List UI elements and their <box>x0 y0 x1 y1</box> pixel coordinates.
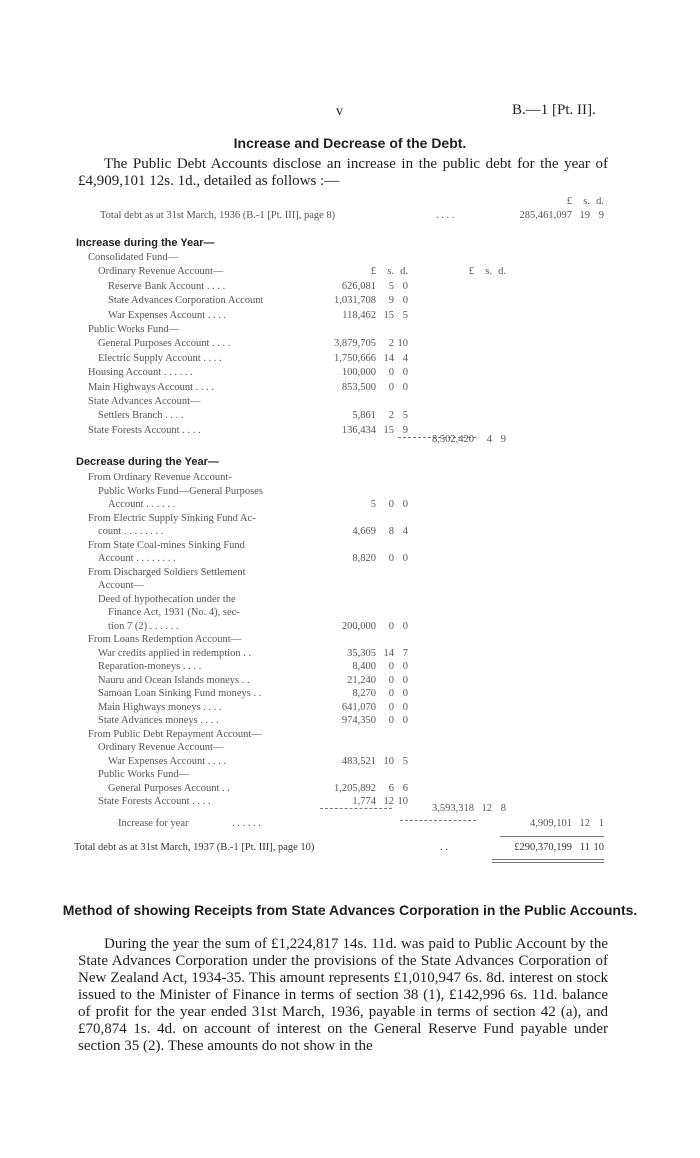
decrease-row-label: From Public Debt Repayment Account— <box>88 728 262 740</box>
decrease-row-c1: 8,270 <box>352 688 376 699</box>
decrease-row-c1s: 0 <box>388 661 394 672</box>
decrease-row-c1d: 0 <box>402 715 408 726</box>
opening-total-label: Total debt as at 31st March, 1936 (B.-1 [Pt. III], page 8) <box>100 210 336 221</box>
page-number: v <box>336 104 343 119</box>
decrease-row <box>0 769 700 783</box>
pence-header: d. <box>596 196 604 207</box>
decrease-row-label: War Expenses Account . . . . <box>108 755 227 767</box>
increase-row-c1d: 9 <box>402 424 408 436</box>
decrease-row-label: Account . . . . . . <box>108 499 176 510</box>
decrease-total-pounds: 3,593,318 <box>432 803 474 814</box>
decrease-row-label: War credits applied in redemption . . <box>98 647 252 659</box>
closing-total-double-rule-2 <box>492 862 604 863</box>
increase-row <box>0 382 700 396</box>
closing-total-row <box>0 842 700 856</box>
decrease-row-c1s: 8 <box>388 526 394 537</box>
decrease-row <box>0 580 700 594</box>
decrease-row <box>0 675 700 689</box>
decrease-row <box>0 499 700 513</box>
decrease-row-c1: 200,000 <box>341 620 376 632</box>
increase-for-year-label: Increase for year <box>118 818 189 829</box>
decrease-row-label: General Purposes Account . . <box>108 782 230 794</box>
increase-row-label: Public Works Fund— <box>88 324 180 335</box>
increase-row <box>0 367 700 381</box>
leaders: . . . . . . <box>232 818 261 829</box>
increase-row-label: Main Highways Account . . . . <box>88 381 214 393</box>
decrease-row-c1: 8,820 <box>352 553 376 564</box>
increase-row-c1: £ <box>370 266 376 278</box>
decrease-row <box>0 553 700 567</box>
decrease-row-c1d: 6 <box>402 782 408 794</box>
decrease-row-c1s: 0 <box>388 499 394 510</box>
decrease-row-c1s: 6 <box>388 782 394 794</box>
increase-row-c1: 100,000 <box>341 367 376 379</box>
increase-row <box>0 295 700 309</box>
decrease-row-c1: 5 <box>370 499 376 510</box>
increase-row-c1d: 0 <box>402 280 408 292</box>
decrease-row <box>0 648 700 662</box>
increase-total-pence: 9 <box>500 434 506 445</box>
decrease-row <box>0 513 700 527</box>
decrease-row-c1: 483,521 <box>341 755 376 767</box>
decrease-row-c1: 641,070 <box>341 701 376 713</box>
increase-total-row <box>0 434 700 448</box>
decrease-row-c1d: 0 <box>402 674 408 686</box>
decrease-row-c1: 8,400 <box>352 661 376 672</box>
increase-for-year-row <box>0 818 700 832</box>
increase-heading: Increase during the Year— <box>76 237 215 249</box>
shillings-header: s. <box>583 196 590 207</box>
section2-title: Method of showing Receipts from State Advances Corporation in the Public Accounts. <box>62 902 638 918</box>
decrease-row-c1s: 0 <box>388 701 394 713</box>
decrease-row-label: Public Works Fund— <box>98 769 190 780</box>
increase-row-c1: 1,031,708 <box>334 295 376 307</box>
increase-row-c1s: 9 <box>388 295 394 307</box>
increase-row <box>0 281 700 295</box>
increase-row-label: Electric Supply Account . . . . <box>98 352 222 364</box>
decrease-row-c1d: 0 <box>402 499 408 510</box>
decrease-row-label: Ordinary Revenue Account— <box>98 742 224 753</box>
increase-row-label: Settlers Branch . . . . <box>98 410 184 422</box>
decrease-row-label: Public Works Fund—General Purposes <box>98 485 263 497</box>
decrease-row <box>0 756 700 770</box>
increase-row-c2: £ <box>468 266 474 278</box>
leaders: . . <box>440 842 448 853</box>
decrease-row-label: Main Highways moneys . . . . <box>98 701 222 713</box>
decrease-row-c1d: 5 <box>402 755 408 767</box>
decrease-row-c1s: 10 <box>383 755 394 767</box>
increase-row-c1: 1,750,666 <box>334 352 376 364</box>
increase-row <box>0 310 700 324</box>
closing-total-pence: 10 <box>593 842 604 853</box>
leaders: . . . . <box>436 210 455 221</box>
closing-total-top-rule <box>500 836 604 837</box>
increase-for-year-pounds: 4,909,101 <box>530 818 572 829</box>
decrease-row <box>0 607 700 621</box>
decrease-row-label: count . . . . . . . . <box>98 526 164 537</box>
increase-row-c1s: 0 <box>388 381 394 393</box>
decrease-row <box>0 742 700 756</box>
decrease-row-c1: 21,240 <box>347 674 376 686</box>
decrease-row <box>0 661 700 675</box>
decrease-row-c1s: 0 <box>388 688 394 699</box>
decrease-row-c1: 1,205,892 <box>334 782 376 794</box>
closing-total-shillings: 11 <box>579 842 590 853</box>
increase-row-c1s: 14 <box>383 352 394 364</box>
decrease-row-c1d: 7 <box>402 647 408 659</box>
increase-row <box>0 353 700 367</box>
pounds-header: £ <box>566 196 572 207</box>
decrease-row <box>0 783 700 797</box>
decrease-row-label: Finance Act, 1931 (No. 4), sec- <box>108 607 240 618</box>
decrease-row-c1s: 0 <box>388 674 394 686</box>
decrease-row-c1s: 12 <box>383 796 394 807</box>
opening-total-pounds: 285,461,097 <box>519 210 572 221</box>
increase-row-c1d: 5 <box>402 309 408 321</box>
decrease-total-shillings: 12 <box>481 803 492 814</box>
increase-row <box>0 338 700 352</box>
decrease-row-c1d: 4 <box>402 526 408 537</box>
decrease-row <box>0 567 700 581</box>
increase-row-c1: 626,081 <box>341 280 376 292</box>
opening-total-row <box>0 210 700 224</box>
decrease-row <box>0 486 700 500</box>
increase-row-label: State Advances Account— <box>88 396 201 407</box>
increase-row <box>0 410 700 424</box>
increase-row-c1s: 2 <box>388 410 394 422</box>
decrease-row-label: Nauru and Ocean Islands moneys . . <box>98 674 250 686</box>
decrease-row <box>0 540 700 554</box>
increase-row-c1: 136,434 <box>341 424 376 436</box>
decrease-row <box>0 634 700 648</box>
increase-row <box>0 396 700 410</box>
decrease-row-label: Account— <box>98 580 145 591</box>
decrease-row-c1: 4,669 <box>352 526 376 537</box>
opening-total-pence: 9 <box>598 210 604 221</box>
increase-row-c2s: s. <box>485 266 492 278</box>
increase-row <box>0 324 700 338</box>
decrease-row <box>0 715 700 729</box>
increase-row-c1s: 15 <box>383 309 394 321</box>
increase-row-label: Ordinary Revenue Account— <box>98 266 224 278</box>
increase-row-c1s: s. <box>387 266 394 278</box>
increase-row-c1d: 0 <box>402 381 408 393</box>
decrease-heading: Decrease during the Year— <box>76 456 219 468</box>
decrease-row <box>0 729 700 743</box>
increase-row-c1d: 0 <box>402 367 408 379</box>
increase-row <box>0 252 700 266</box>
decrease-row-c1d: 10 <box>397 796 408 807</box>
decrease-row <box>0 621 700 635</box>
decrease-row-label: Deed of hypothecation under the <box>98 593 236 605</box>
decrease-row-c1s: 0 <box>388 620 394 632</box>
increase-row-label: Consolidated Fund— <box>88 252 179 263</box>
increase-total-shillings: 4 <box>486 434 492 445</box>
intro-paragraph: The Public Debt Accounts disclose an increase in the public debt for the year of £4,909,101 12s. 1d., detailed as follows :— <box>78 156 608 189</box>
decrease-row-c1: 974,350 <box>341 715 376 726</box>
decrease-row-label: Samoan Loan Sinking Fund moneys . . <box>98 688 262 699</box>
decrease-row-label: tion 7 (2) . . . . . . <box>108 620 179 632</box>
increase-row-c1s: 5 <box>388 280 394 292</box>
decrease-row-label: From State Coal-mines Sinking Fund <box>88 539 245 551</box>
decrease-total-row <box>0 803 700 817</box>
closing-total-double-rule-1 <box>492 859 604 860</box>
decrease-row-c1: 1,774 <box>352 796 376 807</box>
increase-row <box>0 266 700 280</box>
document-reference: B.—1 [Pt. II]. <box>512 102 596 118</box>
increase-row-c1: 853,500 <box>341 381 376 393</box>
section-title: Increase and Decrease of the Debt. <box>233 135 467 151</box>
increase-row-label: State Forests Account . . . . <box>88 424 201 436</box>
decrease-row-c1d: 0 <box>402 701 408 713</box>
decrease-row-c1d: 0 <box>402 661 408 672</box>
decrease-row-label: Account . . . . . . . . <box>98 553 176 564</box>
increase-row-c1d: 0 <box>402 295 408 307</box>
increase-row-label: War Expenses Account . . . . <box>108 309 227 321</box>
decrease-row-label: From Electric Supply Sinking Fund Ac- <box>88 512 256 524</box>
decrease-row <box>0 594 700 608</box>
decrease-row-c1d: 0 <box>402 688 408 699</box>
increase-total-pounds: 8,502,420 <box>432 434 474 445</box>
decrease-row <box>0 688 700 702</box>
increase-row-label: Reserve Bank Account . . . . <box>108 280 226 292</box>
closing-total-pounds: £290,370,199 <box>514 842 572 853</box>
increase-row-c1s: 2 <box>388 338 394 350</box>
increase-row-c1s: 15 <box>383 424 394 436</box>
decrease-row-c1s: 14 <box>383 647 394 659</box>
decrease-row-c1: 35,305 <box>347 647 376 659</box>
decrease-row <box>0 472 700 486</box>
decrease-row-c1s: 0 <box>388 715 394 726</box>
increase-row-c1: 3,879,705 <box>334 338 376 350</box>
increase-for-year-shillings: 12 <box>579 818 590 829</box>
increase-row-c1: 118,462 <box>342 309 376 321</box>
currency-header-row <box>0 196 700 210</box>
opening-total-shillings: 19 <box>579 210 590 221</box>
increase-row-c1: 5,861 <box>352 410 376 422</box>
decrease-total-pence: 8 <box>500 803 506 814</box>
decrease-row-label: From Discharged Soldiers Settlement <box>88 566 246 578</box>
decrease-row-label: Reparation-moneys . . . . <box>98 661 202 672</box>
increase-row-label: State Advances Corporation Account <box>108 295 264 307</box>
decrease-row-c1d: 0 <box>402 620 408 632</box>
decrease-row-label: State Forests Account . . . . <box>98 796 211 807</box>
decrease-row-label: From Ordinary Revenue Account- <box>88 472 232 483</box>
increase-row-c1d: 10 <box>397 338 408 350</box>
increase-row-c1s: 0 <box>388 367 394 379</box>
increase-row-c1d: 5 <box>402 410 408 422</box>
increase-row-label: Housing Account . . . . . . <box>88 367 193 379</box>
decrease-row-c1s: 0 <box>388 553 394 564</box>
decrease-row <box>0 702 700 716</box>
decrease-row-label: From Loans Redemption Account— <box>88 634 242 645</box>
increase-row-label: General Purposes Account . . . . <box>98 338 231 350</box>
increase-row-c2d: d. <box>498 266 506 278</box>
decrease-row <box>0 526 700 540</box>
section2-paragraph: During the year the sum of £1,224,817 14s. 11d. was paid to Public Account by the State Advances Corporation under the provisions of the State Advances Corporation of New Zealand Act, 1934-35. This amount represents £1,010,947 6s. 8d. interest on stock issued to the Minister of Finance in terms of section 38 (1), £142,996 6s. 11d. balance of profit for the year ended 31st March, 1936, payable in terms of section 42 (a), and £70,874 1s. 4d. on account of interest on the General Reserve Fund payable under section 35 (2). These amounts do not show in the <box>78 936 608 1054</box>
decrease-row-label: State Advances moneys . . . . <box>98 715 219 726</box>
decrease-row-c1d: 0 <box>402 553 408 564</box>
increase-for-year-pence: 1 <box>598 818 604 829</box>
increase-row-c1d: 4 <box>402 352 408 364</box>
increase-row-c1d: d. <box>400 266 408 278</box>
closing-total-label: Total debt as at 31st March, 1937 (B.-1 [Pt. III], page 10) <box>74 842 315 853</box>
